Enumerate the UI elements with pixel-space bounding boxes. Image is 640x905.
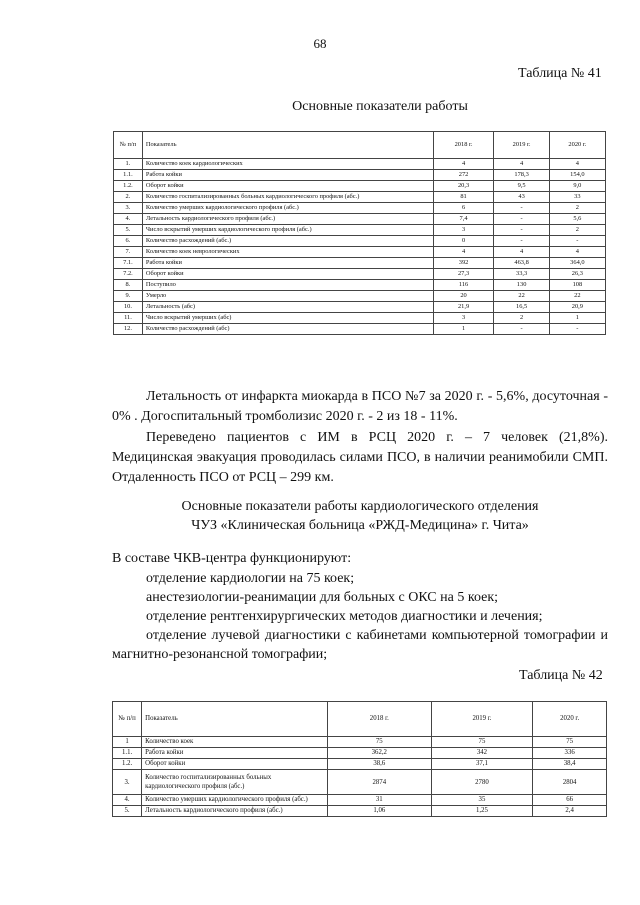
table-cell: 26,3 (549, 269, 605, 280)
table-row (114, 214, 606, 225)
table-row (114, 170, 606, 181)
table-header-cell: 2020 г. (533, 702, 607, 737)
table-cell: 27,3 (433, 269, 494, 280)
table-cell: Количество госпитализированных больных кардиологического профиля (абс.) (142, 192, 433, 203)
table-row (114, 181, 606, 192)
table-row (114, 302, 606, 313)
table-cell: 5. (114, 225, 143, 236)
table-cell: Работа койки (142, 258, 433, 269)
table-cell: 75 (328, 737, 432, 748)
table-41-label: Таблица № 41 (518, 66, 602, 81)
list-item: анестезиологии-реанимации для больных с ОКС на 5 коек; (146, 590, 499, 605)
table-cell: 272 (433, 170, 494, 181)
table-cell: 33,3 (494, 269, 549, 280)
table-header-cell: 2020 г. (549, 132, 605, 159)
table-row (113, 748, 607, 759)
table-row (113, 759, 607, 770)
table-cell: 1 (433, 324, 494, 335)
table-cell: 4 (549, 159, 605, 170)
table-cell: 20 (433, 291, 494, 302)
table-cell: 7.1. (114, 258, 143, 269)
table-cell: 2 (549, 225, 605, 236)
table-cell: 7.2. (114, 269, 143, 280)
table-cell: 463,8 (494, 258, 549, 269)
table-cell: Количество умерших кардиологического профиля (абс.) (142, 795, 328, 806)
table-cell: 1,25 (431, 806, 533, 817)
table-42 (112, 701, 607, 817)
table-cell: 33 (549, 192, 605, 203)
table-header-row (114, 132, 606, 159)
table-cell: 4 (494, 247, 549, 258)
table-cell: Оборот койки (142, 269, 433, 280)
table-row (114, 313, 606, 324)
table-cell: 4. (113, 795, 142, 806)
section-title-line2: ЧУЗ «Клиническая больница «РЖД-Медицина» г. Чита» (191, 518, 529, 533)
table-cell: 130 (494, 280, 549, 291)
table-cell: 2804 (533, 770, 607, 795)
table-row (114, 269, 606, 280)
table-cell: - (494, 214, 549, 225)
table-cell: 9,0 (549, 181, 605, 192)
table-cell: 3. (113, 770, 142, 795)
table-header-cell: Показатель (142, 702, 328, 737)
page-number: 68 (313, 36, 327, 51)
table-cell: 12. (114, 324, 143, 335)
table-cell: 7,4 (433, 214, 494, 225)
table-cell: 1 (549, 313, 605, 324)
table-row (114, 291, 606, 302)
table-cell: Количество госпитализированных больных кардиологического профиля (абс.) (142, 770, 328, 795)
table-cell: 4 (494, 159, 549, 170)
table-cell: 9. (114, 291, 143, 302)
table-cell: 362,2 (328, 748, 432, 759)
table-cell: 38,6 (328, 759, 432, 770)
table-41 (113, 131, 606, 335)
table-cell: 2874 (328, 770, 432, 795)
table-cell: - (549, 236, 605, 247)
table-cell: 75 (431, 737, 533, 748)
table-cell: Число вскрытий умерших кардиологического профиля (абс.) (142, 225, 433, 236)
list-item: отделение лучевой диагностики с кабинетами компьютерной томографии и магнитно-резонансной томографии; (112, 628, 608, 662)
table-cell: Количество коек кардиологических (142, 159, 433, 170)
paragraph-transfer: Переведено пациентов с ИМ в РСЦ 2020 г. – 7 человек (21,8%). Медицинская эвакуация проводилась силами ПСО, в наличии реанимобили СМП. Отдаленность ПСО от РСЦ – 299 км. (112, 430, 608, 485)
table-cell: 81 (433, 192, 494, 203)
table-cell: Работа койки (142, 748, 328, 759)
table-cell: Количество расхождений (абс) (142, 324, 433, 335)
table-cell: 108 (549, 280, 605, 291)
table-cell: 22 (549, 291, 605, 302)
table-cell: 3. (114, 203, 143, 214)
table-cell: 1.1. (114, 170, 143, 181)
table-cell: 1 (113, 737, 142, 748)
table-cell: 6. (114, 236, 143, 247)
table-cell: Количество коек неврологических (142, 247, 433, 258)
table-cell: 5. (113, 806, 142, 817)
table-cell: 2780 (431, 770, 533, 795)
table-cell: Оборот койки (142, 759, 328, 770)
table-header-row (113, 702, 607, 737)
table-cell: 35 (431, 795, 533, 806)
table-cell: 154,0 (549, 170, 605, 181)
table-cell: 4 (433, 159, 494, 170)
table-cell: Летальность кардиологического профиля (абс.) (142, 806, 328, 817)
table-cell: Поступило (142, 280, 433, 291)
table-cell: - (494, 225, 549, 236)
table-cell: 2 (549, 203, 605, 214)
table-cell: Количество умерших кардиологического профиля (абс.) (142, 203, 433, 214)
table-cell: 31 (328, 795, 432, 806)
table-cell: - (494, 236, 549, 247)
table-row (114, 258, 606, 269)
table-cell: - (494, 203, 549, 214)
table-cell: 7. (114, 247, 143, 258)
table-cell: 5,6 (549, 214, 605, 225)
table-42-label: Таблица № 42 (519, 668, 603, 683)
table-row (114, 159, 606, 170)
table-cell: 66 (533, 795, 607, 806)
table-cell: 10. (114, 302, 143, 313)
table-cell: 4 (433, 247, 494, 258)
table-cell: 8. (114, 280, 143, 291)
table-cell: 1.1. (113, 748, 142, 759)
table-header-cell: № п/п (113, 702, 142, 737)
table-cell: 11. (114, 313, 143, 324)
table-row (114, 324, 606, 335)
table-cell: 37,1 (431, 759, 533, 770)
table-row (114, 203, 606, 214)
table-row (113, 770, 607, 795)
table-cell: 2 (494, 313, 549, 324)
table-cell: 2. (114, 192, 143, 203)
table-cell: 20,9 (549, 302, 605, 313)
pci-center-intro: В составе ЧКВ-центра функционируют: (112, 551, 352, 566)
table-cell: Летальность (абс) (142, 302, 433, 313)
table-cell: 4. (114, 214, 143, 225)
table-cell: Количество коек (142, 737, 328, 748)
table-cell: 3 (433, 313, 494, 324)
table-cell: Количество расхождений (абс.) (142, 236, 433, 247)
table-cell: 38,4 (533, 759, 607, 770)
table-row (113, 806, 607, 817)
table-41-title: Основные показатели работы (292, 99, 468, 114)
table-cell: Число вскрытий умерших (абс) (142, 313, 433, 324)
table-header-cell: Показатель (142, 132, 433, 159)
table-row (114, 192, 606, 203)
table-cell: - (494, 324, 549, 335)
table-cell: 1. (114, 159, 143, 170)
table-cell: 392 (433, 258, 494, 269)
table-header-cell: 2018 г. (328, 702, 432, 737)
table-cell: Работа койки (142, 170, 433, 181)
table-cell: 9,5 (494, 181, 549, 192)
table-cell: 22 (494, 291, 549, 302)
table-header-cell: № п/п (114, 132, 143, 159)
table-header-cell: 2018 г. (433, 132, 494, 159)
table-cell: Умерло (142, 291, 433, 302)
table-row (114, 225, 606, 236)
table-cell: Оборот койки (142, 181, 433, 192)
paragraph-mortality: Летальность от инфаркта миокарда в ПСО №7 за 2020 г. - 5,6%, досуточная - 0% . Догоспитальный тромболизис 2020 г. - 2 из 18 - 11%. (112, 389, 608, 424)
table-cell: 342 (431, 748, 533, 759)
table-cell: 2,4 (533, 806, 607, 817)
section-title-line1: Основные показатели работы кардиологического отделения (181, 499, 539, 514)
table-cell: 75 (533, 737, 607, 748)
list-item: отделение кардиологии на 75 коек; (146, 571, 355, 586)
table-cell: 6 (433, 203, 494, 214)
table-cell: 21,9 (433, 302, 494, 313)
table-cell: 3 (433, 225, 494, 236)
table-cell: - (549, 324, 605, 335)
table-cell: 116 (433, 280, 494, 291)
table-cell: Летальность кардиологического профиля (абс.) (142, 214, 433, 225)
table-cell: 20,3 (433, 181, 494, 192)
table-cell: 178,3 (494, 170, 549, 181)
table-header-cell: 2019 г. (494, 132, 549, 159)
table-header-cell: 2019 г. (431, 702, 533, 737)
table-row (114, 247, 606, 258)
table-cell: 43 (494, 192, 549, 203)
table-cell: 336 (533, 748, 607, 759)
table-row (114, 236, 606, 247)
table-cell: 16,5 (494, 302, 549, 313)
table-row (113, 737, 607, 748)
list-item: отделение рентгенхирургических методов диагностики и лечения; (146, 609, 543, 624)
table-cell: 1,06 (328, 806, 432, 817)
table-row (113, 795, 607, 806)
table-cell: 0 (433, 236, 494, 247)
table-cell: 1.2. (113, 759, 142, 770)
table-cell: 364,0 (549, 258, 605, 269)
table-cell: 4 (549, 247, 605, 258)
table-row (114, 280, 606, 291)
table-cell: 1.2. (114, 181, 143, 192)
